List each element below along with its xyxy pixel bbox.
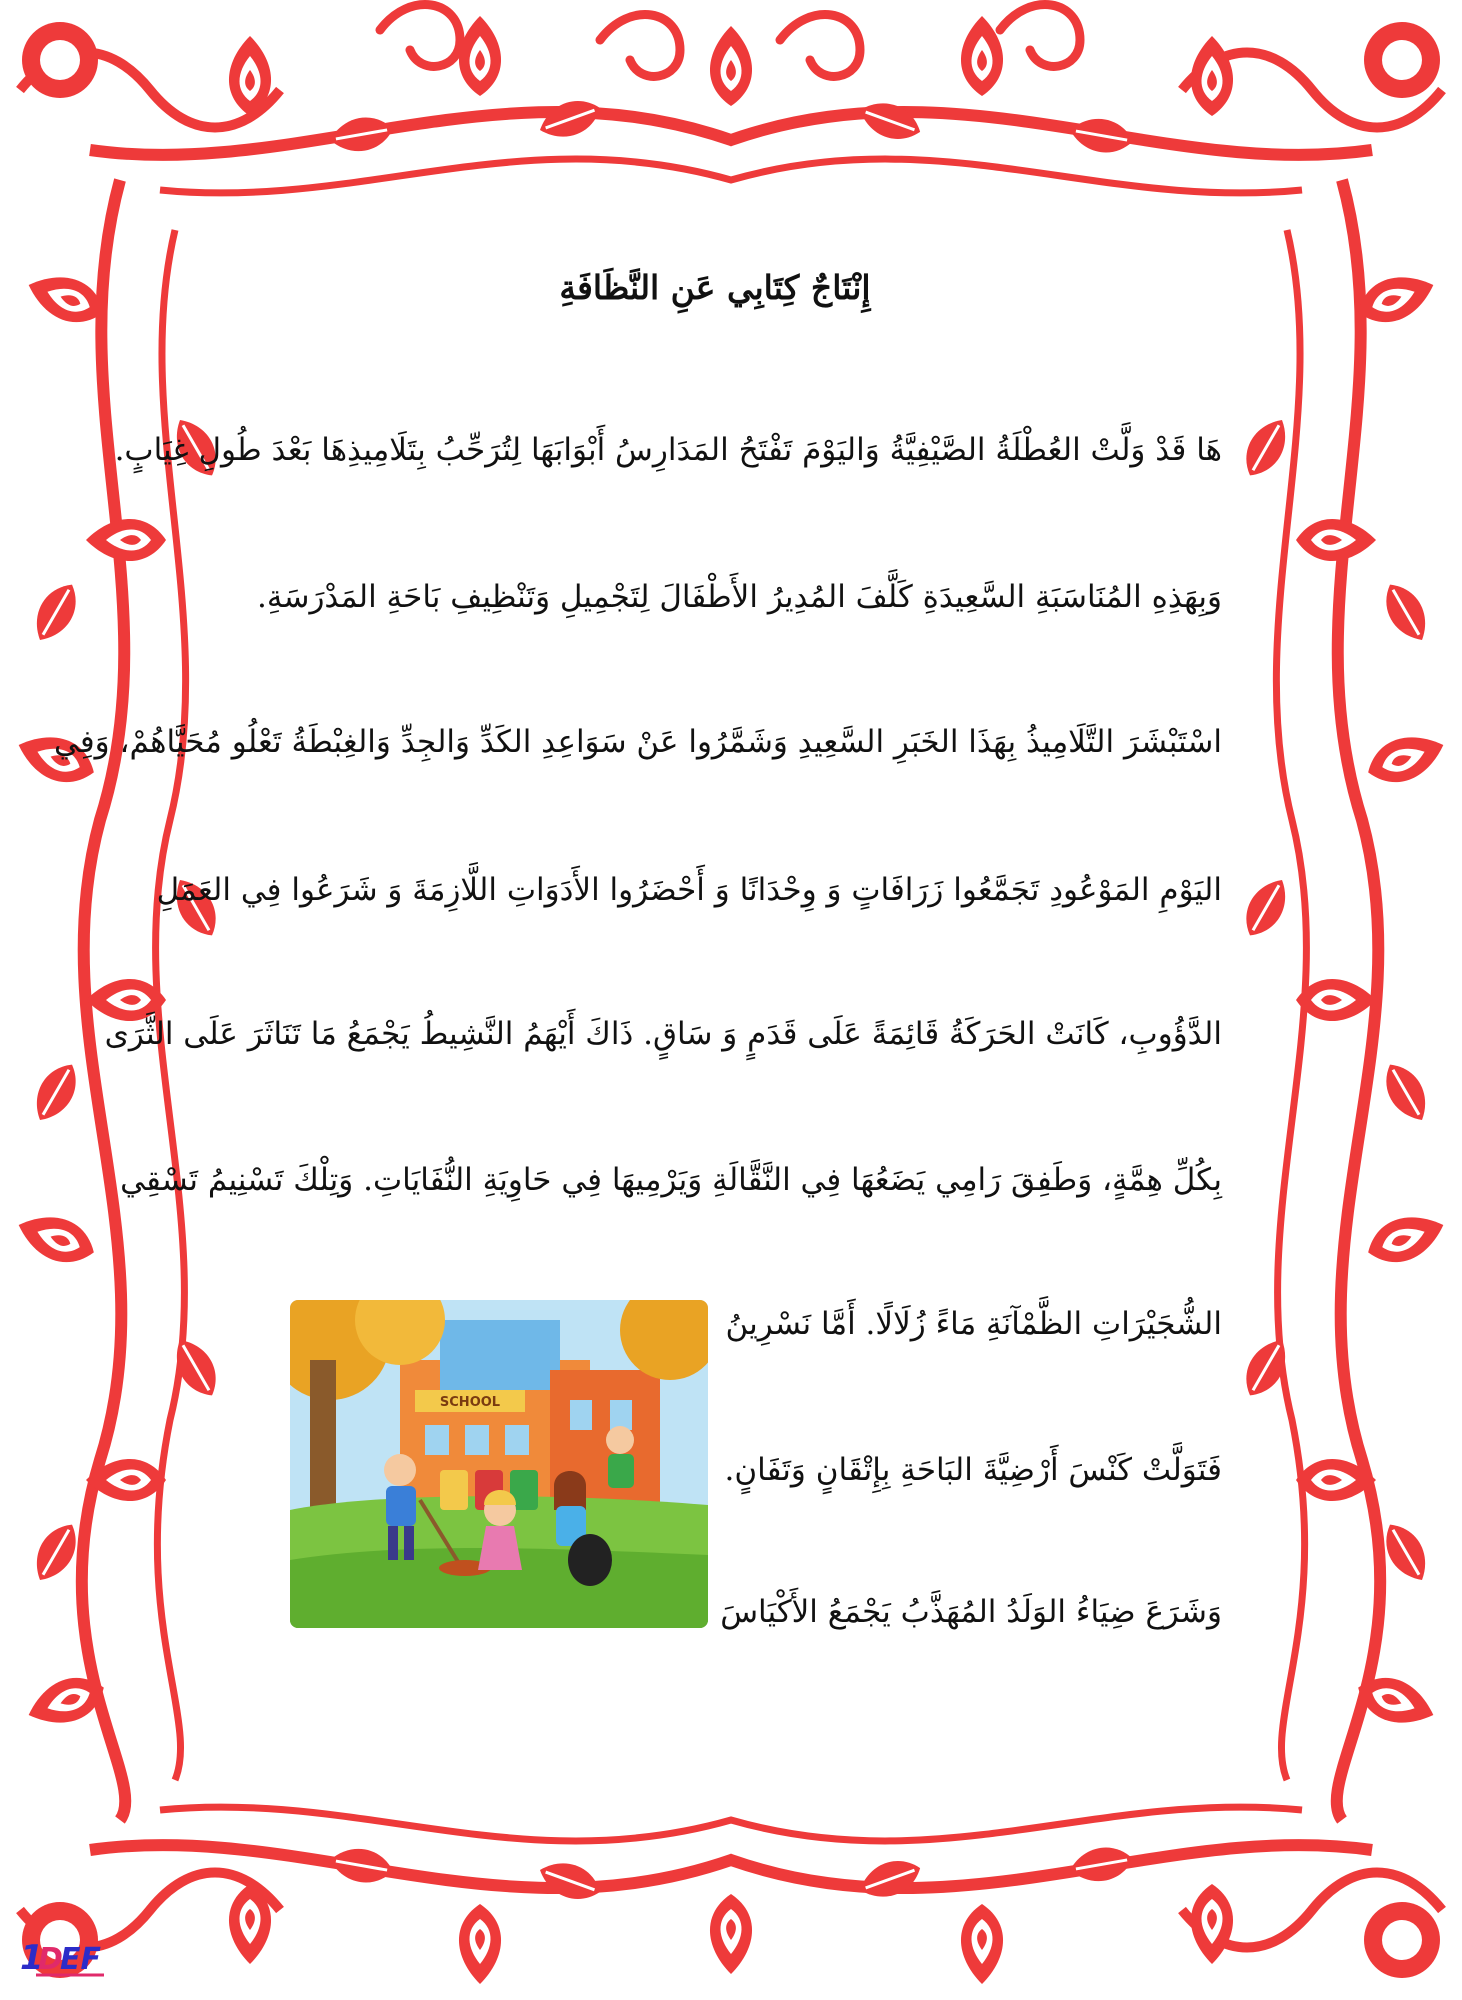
svg-text:D: D: [38, 1942, 63, 1977]
children-cleaning-schoolyard-illustration: [290, 1300, 708, 1628]
school-sign: SCHOOL: [439, 1395, 501, 1410]
text-line-8: فَتَوَلَّتْ كَنْسَ أَرْضِيَّةَ البَاحَةِ بِإِتْقَانٍ وَتَفَانٍ.: [724, 1452, 1222, 1488]
svg-text:1: 1: [20, 1938, 44, 1978]
text-line-1: هَا قَدْ وَلَّتْ العُطْلَةُ الصَّيْفِيَّةُ وَاليَوْمَ تَفْتَحُ المَدَارِسُ أَبْوَابَهَا لِتُرَحِّبُ بِتَلَامِيذِهَا بَعْدَ طُولِ غِيَابٍ.: [114, 432, 1222, 468]
text-line-3: اسْتَبْشَرَ التَّلَامِيذُ بِهَذَا الخَبَرِ السَّعِيدِ وَشَمَّرُوا عَنْ سَوَاعِدِ الكَدِّ وَالجِدِّ وَالغِبْطَةُ تَعْلُو مُحَيَّاهُمْ، وَفِي: [54, 724, 1222, 760]
text-line-4: اليَوْمِ المَوْعُودِ تَجَمَّعُوا زَرَافَاتٍ وَ وِحْدَانًا وَ أَحْضَرُوا الأَدَوَاتِ اللَّازِمَةَ وَ شَرَعُوا فِي العَمَلِ: [156, 872, 1222, 908]
text-line-6: بِكُلِّ هِمَّةٍ، وَطَفِقَ رَامِي يَضَعُهَا فِي النَّقَّالَةِ وَيَرْمِيهَا فِي حَاوِيَةِ النُّفَايَاتِ. وَتِلْكَ تَسْنِيمُ تَسْقِي: [120, 1162, 1222, 1198]
text-line-5: الدَّؤُوبِ، كَانَتْ الحَرَكَةُ قَائِمَةً عَلَى قَدَمٍ وَ سَاقٍ. ذَاكَ أَيْهَمُ النَّشِيطُ يَجْمَعُ مَا تَنَاثَرَ عَلَى الثَّرَى: [104, 1016, 1222, 1052]
text-line-7: الشُّجَيْرَاتِ الظَّمْآنَةِ مَاءً زُلَالًا. أَمَّا نَسْرِينُ: [725, 1306, 1222, 1342]
svg-text:EF: EF: [60, 1942, 101, 1977]
text-line-9: وَشَرَعَ ضِيَاءُ الوَلَدُ المُهَذَّبُ يَجْمَعُ الأَكْيَاسَ: [720, 1594, 1222, 1630]
page-title: إِنْتَاجٌ كِتَابِي عَنِ النَّظَافَةِ: [559, 268, 871, 307]
text-line-2: وَبِهَذِهِ المُنَاسَبَةِ السَّعِيدَةِ كَلَّفَ المُدِيرُ الأَطْفَالَ لِتَجْمِيلِ وَتَنْظِيفِ بَاحَةِ المَدْرَسَةِ.: [257, 579, 1222, 615]
site-logo-icon: [18, 1925, 108, 1985]
